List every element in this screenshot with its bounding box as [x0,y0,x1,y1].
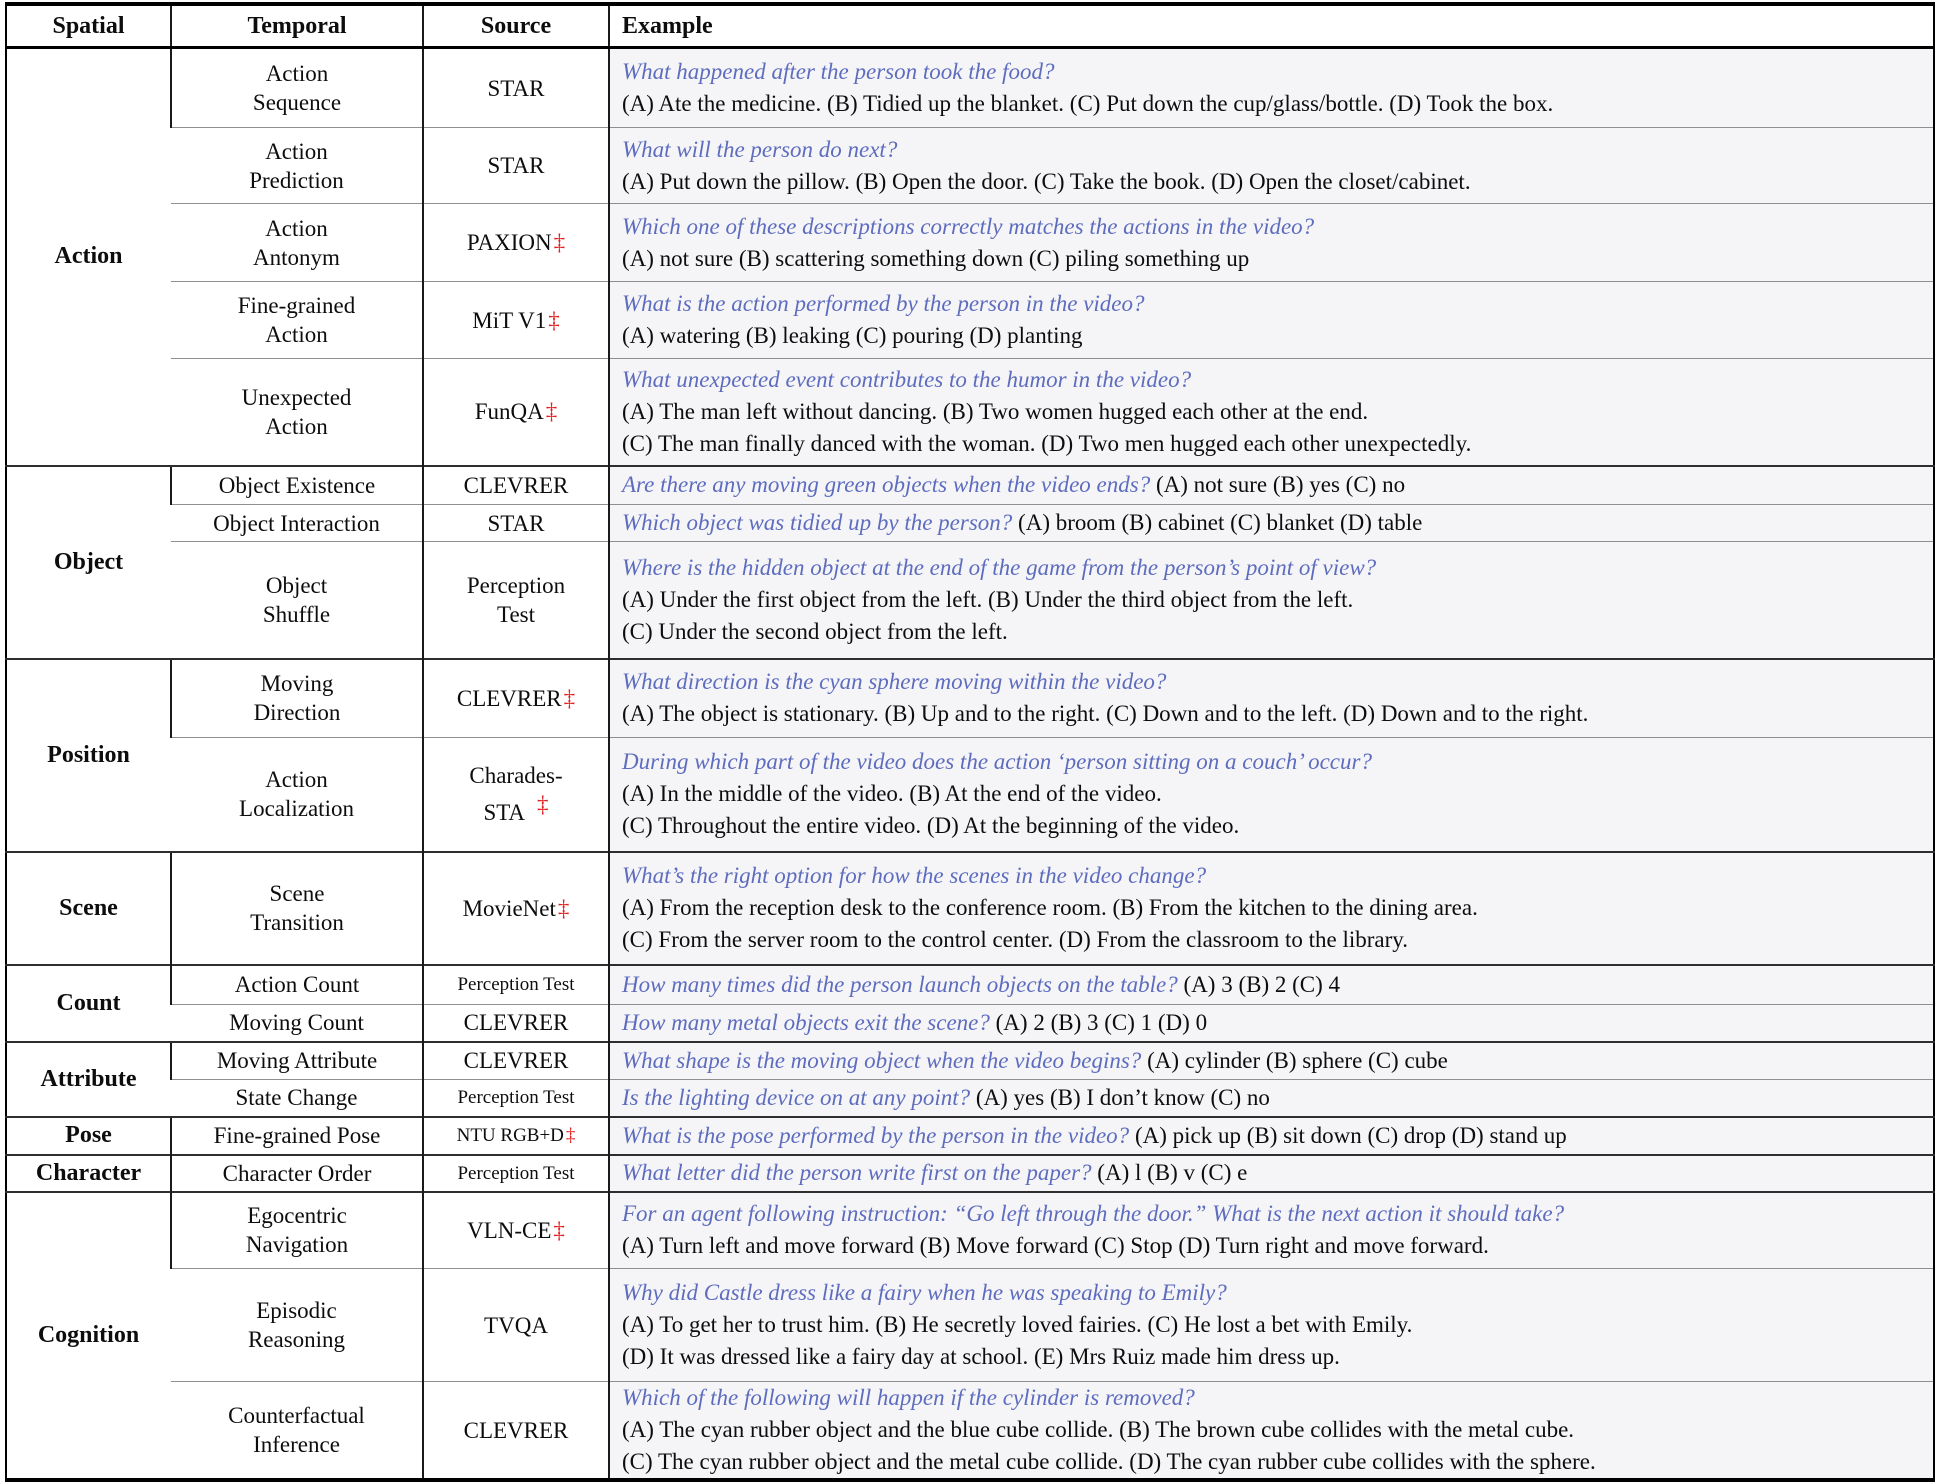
answer-text: (A) yes (B) I don’t know (C) no [970,1084,1270,1110]
table-row [6,965,1934,1005]
example-line [622,746,1921,778]
temporal-task-cell [171,1117,423,1155]
answer-text: (C) The cyan rubber object and the metal cube collide. (D) The cyan rubber cube collides with the sphere. [622,1449,1596,1474]
answer-text: (C) Under the second object from the left. [622,618,1008,644]
source-dataset-cell [423,659,609,738]
example-line [622,810,1921,842]
source-name: CLEVRER [463,1417,569,1443]
question-text: What letter did the person write first on the paper? [622,1160,1092,1185]
example-line [622,211,1921,243]
spatial-category-cell: Pose [6,1117,171,1155]
example-line [622,1082,1921,1114]
dagger-mark: ‡ [545,399,558,425]
answer-text: (D) It was dressed like a fairy day at school. (E) Mrs Ruiz made him dress up. [622,1344,1340,1369]
example-line [622,1277,1921,1309]
temporal-task-cell [171,128,423,204]
example-line [622,320,1921,352]
source-name: MiT V1 [472,307,547,333]
spatial-category-cell: Cognition [6,1192,171,1481]
question-text: For an agent following instruction: “Go left through the door.” What is the next action it should take? [622,1201,1565,1227]
source-line: Charades- [469,763,563,789]
dagger-mark: ‡ [537,792,549,818]
answer-text: (A) cylinder (B) sphere (C) cube [1141,1047,1448,1073]
example-line [622,1120,1921,1152]
spatial-category-cell: Position [6,659,171,852]
source-name: Perception Test [457,974,575,996]
example-cell [609,1192,1934,1269]
question-text: What’s the right option for how the scenes in the video change? [622,863,1207,888]
question-text: How many metal objects exit the scene? [622,1009,990,1035]
temporal-line: Moving Count [229,1010,364,1036]
temporal-line: Action Count [234,972,360,998]
temporal-line: Object Existence [218,472,376,498]
source-dataset-cell [423,1080,609,1117]
example-line [622,1230,1921,1262]
example-cell [609,965,1934,1005]
example-line [622,969,1921,1001]
answer-text: (A) not sure (B) yes (C) no [1150,472,1406,498]
answer-text: (C) The man finally danced with the woman. (D) Two men hugged each other unexpectedly. [622,430,1472,456]
table-row [6,1382,1934,1481]
temporal-line: Sequence [252,90,342,115]
table-row [6,738,1934,852]
temporal-line: Egocentric [247,1203,347,1229]
temporal-line: State Change [235,1085,358,1111]
temporal-line: Object Interaction [213,510,380,536]
source-dataset-cell [423,542,609,659]
answer-text: (A) The man left without dancing. (B) Two women hugged each other at the end. [622,398,1369,424]
example-line [622,88,1921,120]
table-row [6,1117,1934,1155]
example-cell [609,466,1934,505]
source-name: CLEVRER [463,1010,569,1036]
temporal-line: Character Order [222,1160,372,1186]
temporal-line: Navigation [245,1232,349,1258]
example-line [622,552,1921,584]
temporal-line: Object [265,572,328,598]
answer-text: (A) not sure (B) scattering something down (C) piling something up [622,245,1250,271]
example-line [622,860,1921,892]
temporal-task-cell [171,359,423,466]
answer-text: (A) 2 (B) 3 (C) 1 (D) 0 [989,1009,1208,1035]
table-row [6,1042,1934,1080]
temporal-task-cell [171,1269,423,1382]
example-cell [609,542,1934,659]
dagger-mark: ‡ [557,895,570,921]
temporal-task-cell [171,1155,423,1192]
source-dataset-cell [423,1155,609,1192]
source-dataset-cell [423,204,609,282]
example-cell [609,359,1934,466]
example-line [622,698,1921,730]
header-row [6,4,1934,48]
example-line [622,1007,1921,1039]
question-text: Are there any moving green objects when the video ends? [622,472,1151,498]
temporal-line: Action [265,322,328,347]
source-dataset-cell [423,1042,609,1080]
question-text: Which one of these descriptions correctly matches the actions in the video? [622,213,1315,239]
source-dataset-cell [423,359,609,466]
source-dataset-cell [423,48,609,128]
example-line [622,288,1921,320]
example-cell [609,1269,1934,1382]
example-cell [609,738,1934,852]
question-text: What is the pose performed by the person in the video? [622,1122,1130,1148]
example-line [622,428,1921,460]
example-line [622,1446,1921,1478]
source-name: CLEVRER [463,472,569,498]
example-cell [609,659,1934,738]
example-line [622,507,1921,539]
answer-text: (A) Put down the pillow. (B) Open the door. (C) Take the book. (D) Open the closet/cabinet. [622,168,1471,194]
source-name: STAR [487,75,545,101]
source-dataset-cell [423,965,609,1005]
answer-text: (A) pick up (B) sit down (C) drop (D) stand up [1129,1122,1567,1148]
source-name: NTU RGB+D [456,1125,564,1146]
temporal-line: Inference [253,1432,340,1457]
answer-text: (A) The cyan rubber object and the blue cube collide. (B) The brown cube collides with the metal cube. [622,1417,1575,1442]
temporal-task-cell [171,965,423,1005]
temporal-task-cell [171,1080,423,1117]
temporal-task-cell [171,505,423,542]
source-dataset-cell [423,128,609,204]
temporal-line: Episodic [256,1298,337,1323]
example-line [622,56,1921,88]
example-cell [609,1005,1934,1042]
answer-text: (A) Ate the medicine. (B) Tidied up the blanket. (C) Put down the cup/glass/bottle. (D) Took the box. [622,91,1554,116]
table-row [6,1080,1934,1117]
question-text: How many times did the person launch objects on the table? [622,971,1178,997]
temporal-task-cell [171,852,423,965]
source-line: STA ‡ [483,792,549,826]
temporal-line: Reasoning [247,1327,346,1352]
source-name: TVQA [484,1312,548,1338]
answer-text: (A) broom (B) cabinet (C) blanket (D) table [1012,510,1423,535]
source-dataset-cell [423,282,609,359]
answer-text: (A) watering (B) leaking (C) pouring (D) planting [622,323,1083,348]
example-line [622,892,1921,924]
spatial-category-cell: Action [6,48,171,466]
source-name: STAR [487,153,545,178]
header-source: Source [423,4,609,48]
temporal-line: Action [265,215,328,241]
header-temporal: Temporal [171,4,423,48]
temporal-task-cell [171,542,423,659]
temporal-line: Shuffle [262,601,331,627]
dagger-mark: ‡ [565,1125,576,1146]
answer-text: (A) 3 (B) 2 (C) 4 [1177,971,1341,997]
example-cell [609,128,1934,204]
source-dataset-cell [423,852,609,965]
source-dataset-cell [423,1192,609,1269]
example-line [622,1414,1921,1446]
example-line [622,778,1921,810]
source-name: MovieNet [462,895,556,921]
header-example: Example [609,4,1934,48]
question-text: What happened after the person took the food? [622,59,1055,84]
table-row [6,1005,1934,1042]
temporal-task-cell [171,1005,423,1042]
temporal-line: Moving Attribute [216,1048,378,1074]
temporal-line: Antonym [253,244,340,270]
question-text: Is the lighting device on at any point? [622,1084,971,1110]
temporal-task-cell [171,1192,423,1269]
spatial-category-cell: Scene [6,852,171,965]
temporal-line: Localization [239,796,354,822]
answer-text: (A) l (B) v (C) e [1091,1160,1248,1185]
source-dataset-cell [423,1117,609,1155]
temporal-task-cell [171,466,423,505]
temporal-line: Fine-grained [237,293,356,318]
question-text: What will the person do next? [622,136,898,162]
source-dataset-cell [423,1005,609,1042]
spatial-category-cell: Attribute [6,1042,171,1117]
table-row [6,1155,1934,1192]
source-name: CLEVRER [463,1048,569,1074]
source-dataset-cell [423,1269,609,1382]
temporal-task-cell [171,1382,423,1481]
source-name: CLEVRER [456,685,562,711]
example-cell [609,1080,1934,1117]
temporal-task-cell [171,659,423,738]
table-row [6,1192,1934,1269]
temporal-task-cell [171,1042,423,1080]
dagger-mark: ‡ [553,1217,565,1243]
spatial-category-cell: Count [6,965,171,1042]
answer-text: (A) Under the first object from the left. (B) Under the third object from the left. [622,586,1354,612]
answer-text: (C) From the server room to the control center. (D) From the classroom to the library. [622,927,1409,952]
question-text: What unexpected event contributes to the humor in the video? [622,366,1192,392]
example-line [622,1309,1921,1341]
example-line [622,243,1921,275]
table-row [6,204,1934,282]
source-name: Perception Test [457,1087,575,1109]
table-row [6,128,1934,204]
example-line [622,616,1921,648]
source-name: Perception Test [457,1162,575,1184]
source-name: PAXION [466,230,552,255]
source-name: STAR [487,510,545,536]
question-text: What shape is the moving object when the video begins? [622,1047,1142,1073]
question-text: Where is the hidden object at the end of the game from the person’s point of view? [622,554,1377,580]
benchmark-table [5,2,1935,1482]
source-dataset-cell [423,505,609,542]
temporal-line: Action [265,61,329,86]
question-text: What direction is the cyan sphere moving within the video? [622,669,1167,695]
example-cell [609,204,1934,282]
example-cell [609,1155,1934,1192]
source-line: Test [497,601,535,627]
example-cell [609,852,1934,965]
example-cell [609,48,1934,128]
example-line [622,666,1921,698]
temporal-line: Action [265,138,328,164]
temporal-line: Action [265,767,328,793]
table-row [6,659,1934,738]
example-line [622,364,1921,396]
example-line [622,584,1921,616]
example-line [622,1157,1921,1189]
example-line [622,134,1921,166]
source-dataset-cell [423,1382,609,1481]
table-row [6,852,1934,965]
temporal-task-cell [171,204,423,282]
source-line: Perception [466,572,566,598]
temporal-line: Counterfactual [228,1403,365,1428]
temporal-line: Direction [253,700,341,726]
answer-text: (A) Turn left and move forward (B) Move forward (C) Stop (D) Turn right and move forward. [622,1233,1489,1259]
temporal-task-cell [171,282,423,359]
table-row [6,282,1934,359]
answer-text: (A) In the middle of the video. (B) At the end of the video. [622,781,1162,807]
example-cell [609,505,1934,542]
question-text: During which part of the video does the action ‘person sitting on a couch’ occur? [622,749,1372,775]
temporal-line: Scene [269,881,325,906]
source-dataset-cell [423,466,609,505]
dagger-mark: ‡ [563,685,576,711]
table-row [6,1269,1934,1382]
example-line [622,166,1921,198]
answer-text: (A) The object is stationary. (B) Up and to the right. (C) Down and to the left. (D) Down and to the right. [622,701,1589,727]
source-dataset-cell [423,738,609,852]
example-line [622,469,1921,501]
spatial-category-cell: Object [6,466,171,659]
source-name: FunQA [474,399,544,425]
question-text: Which of the following will happen if the cylinder is removed? [622,1385,1195,1410]
answer-text: (A) From the reception desk to the conference room. (B) From the kitchen to the dining area. [622,895,1478,920]
table-body [6,48,1934,1481]
temporal-line: Transition [250,910,344,935]
example-line [622,1198,1921,1230]
table-row [6,466,1934,505]
temporal-task-cell [171,48,423,128]
example-cell [609,1382,1934,1481]
dagger-mark: ‡ [548,307,560,333]
table-row [6,542,1934,659]
temporal-line: Moving [260,671,334,697]
example-line [622,1045,1921,1077]
table-row [6,505,1934,542]
temporal-line: Prediction [249,167,344,193]
question-text: Which object was tidied up by the person? [622,510,1013,535]
source-name: VLN-CE [467,1217,552,1243]
header-spatial: Spatial [6,4,171,48]
example-line [622,1341,1921,1373]
example-cell [609,1117,1934,1155]
temporal-line: Unexpected [241,384,352,410]
example-cell [609,1042,1934,1080]
example-cell [609,282,1934,359]
spatial-category-cell: Character [6,1155,171,1192]
table-row [6,48,1934,128]
example-line [622,924,1921,956]
dagger-mark: ‡ [553,230,566,255]
temporal-line: Fine-grained Pose [213,1123,381,1148]
answer-text: (C) Throughout the entire video. (D) At the beginning of the video. [622,813,1240,839]
temporal-task-cell [171,738,423,852]
table-row [6,359,1934,466]
example-line [622,396,1921,428]
temporal-line: Action [265,413,328,439]
question-text: What is the action performed by the person in the video? [622,291,1145,316]
answer-text: (A) To get her to trust him. (B) He secretly loved fairies. (C) He lost a bet with Emily. [622,1312,1413,1337]
example-line [622,1382,1921,1414]
question-text: Why did Castle dress like a fairy when he was speaking to Emily? [622,1280,1227,1305]
